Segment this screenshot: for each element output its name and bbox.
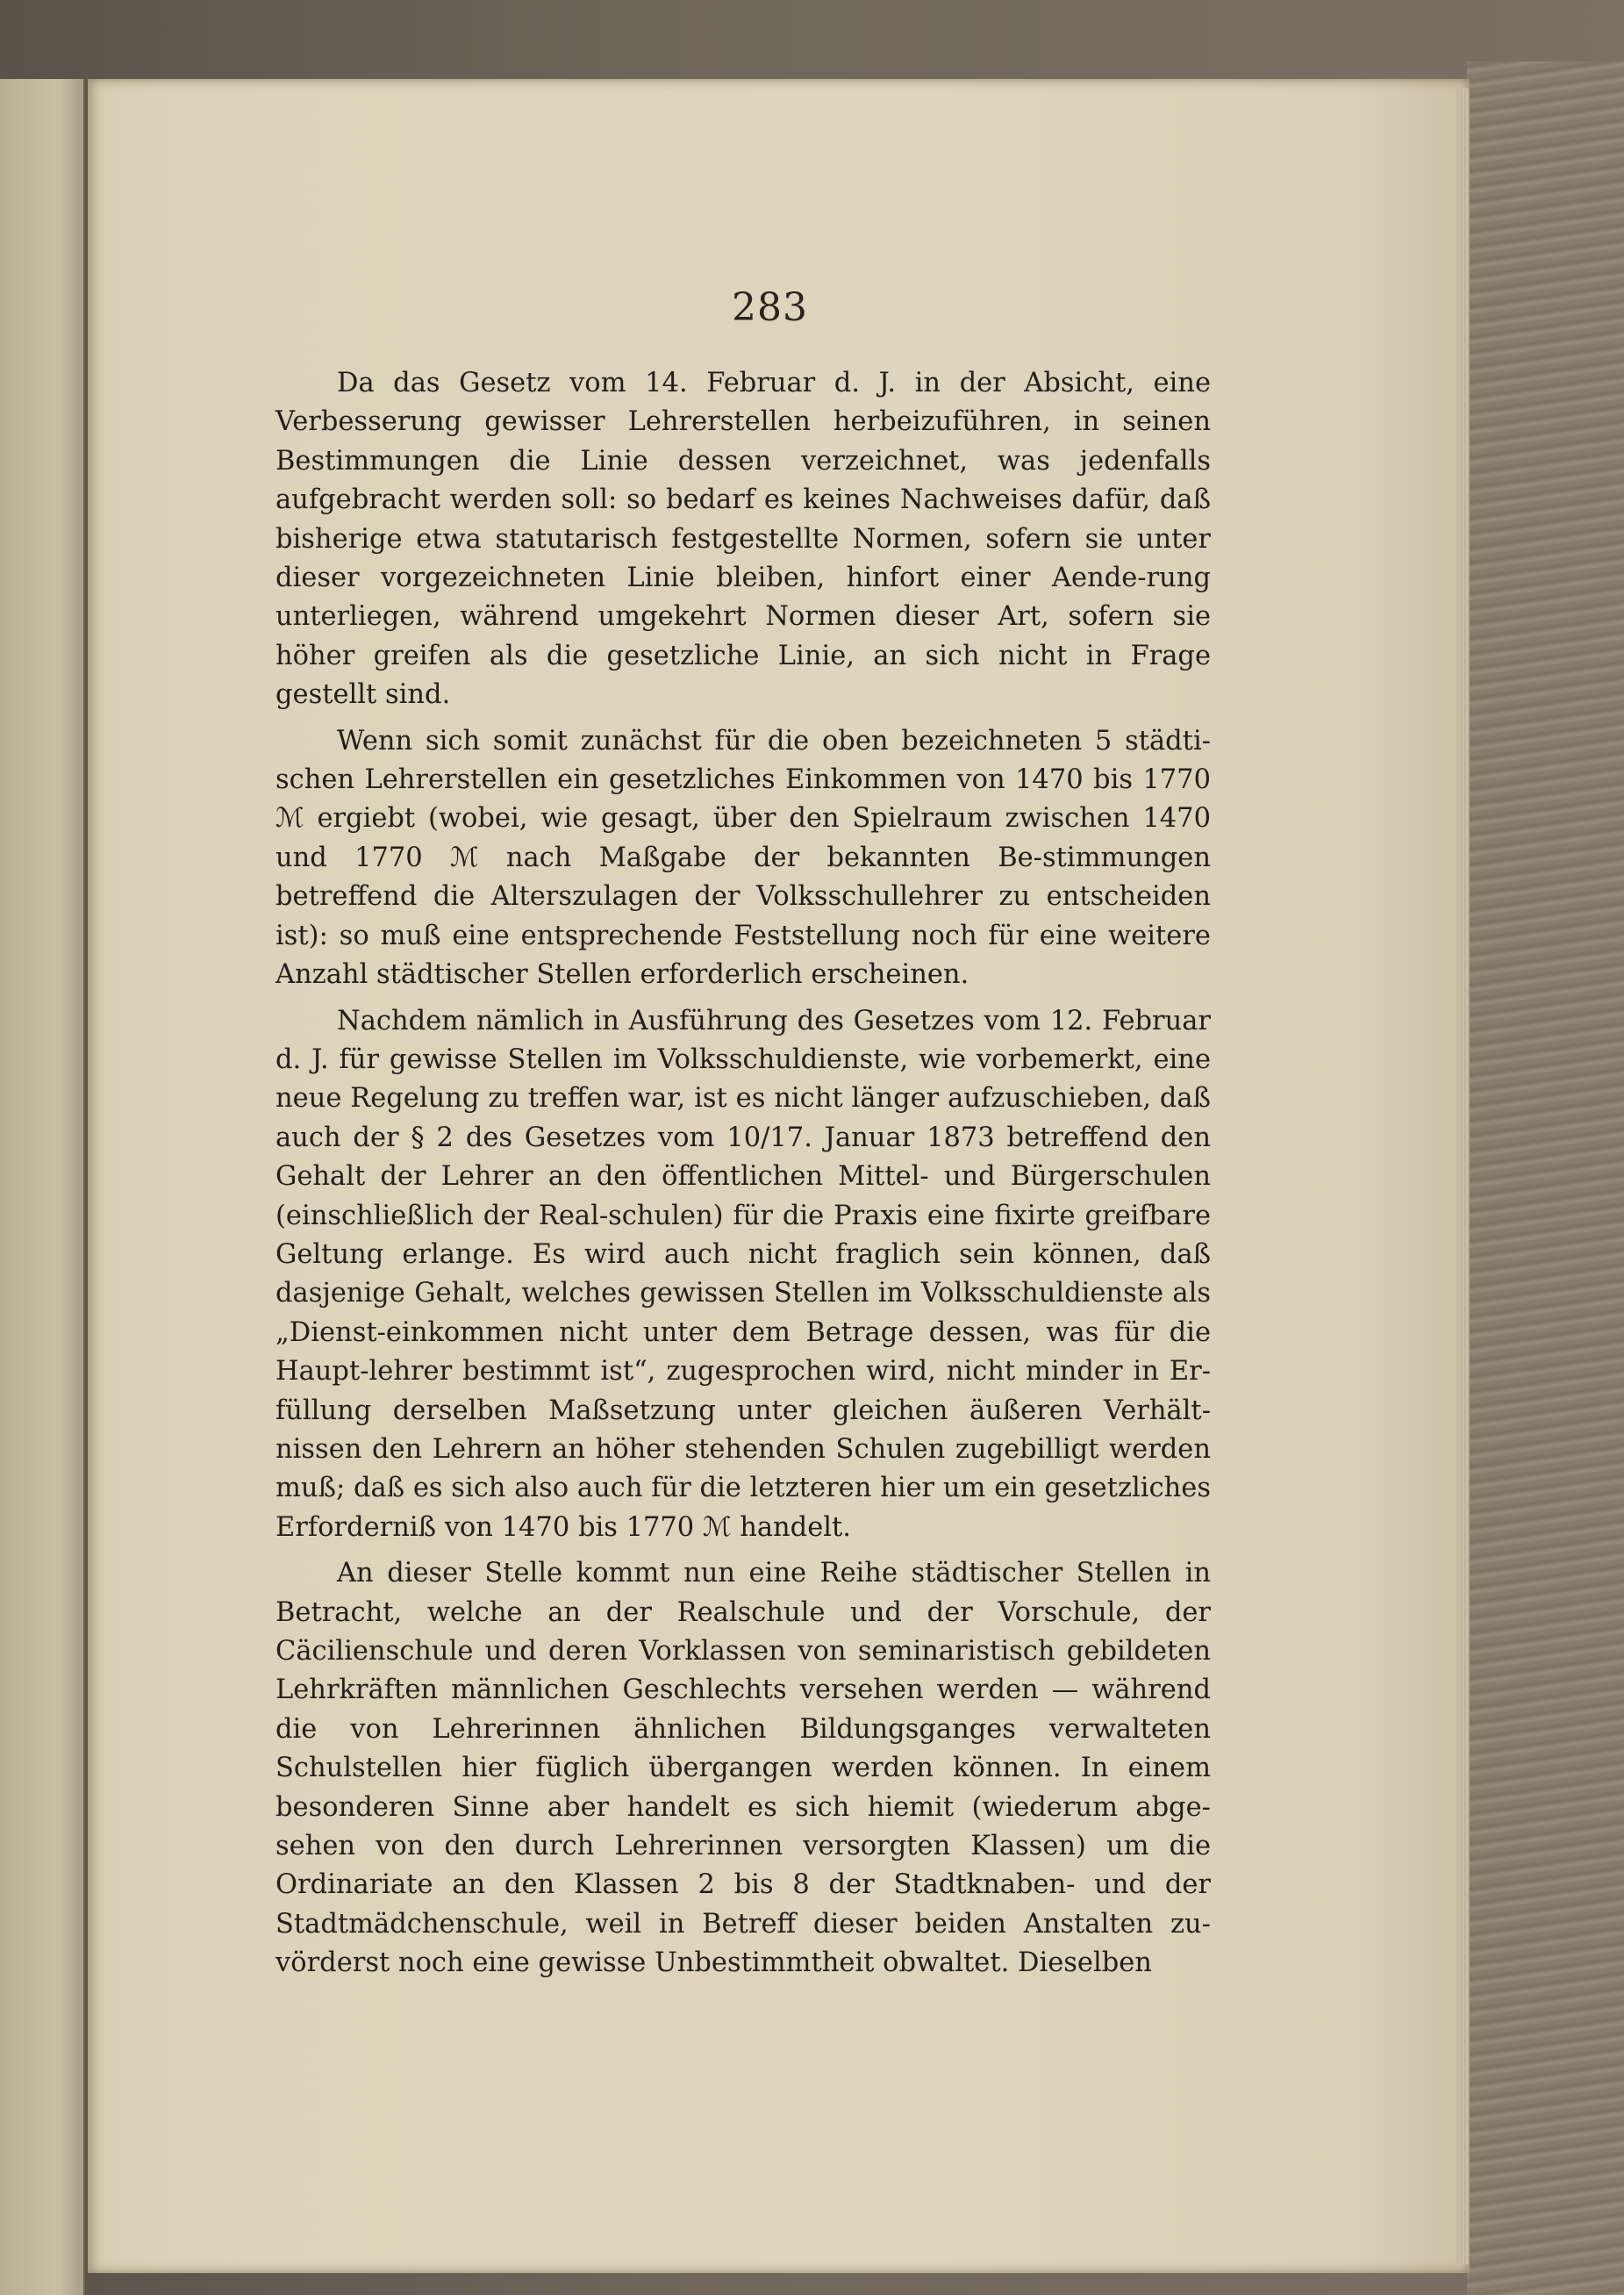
book-cover-edge	[1467, 61, 1624, 2295]
paragraph-3: Nachdem nämlich in Ausführung des Gesetzes vom 12. Februar d. J. für gewisse Stellen im Volksschuldienste, wie vorbemerkt, eine neue Regelung zu treffen war, ist es nicht länger aufzuschieben, daß auch der § 2 des Gesetzes vom 10/17. Januar 1873 betreffend den Gehalt der Lehrer an den öffentlichen Mittel- und Bürgerschulen (einschließlich der Real-schulen) für die Praxis eine fixirte greifbare Geltung erlange. Es wird auch nicht fraglich sein können, daß dasjenige Gehalt, welches gewissen Stellen im Volksschuldienste als „Dienst-einkommen nicht unter dem Betrage dessen, was für die Haupt-lehrer bestimmt ist“, zugesprochen wird, nicht minder in Er-füllung derselben Maßsetzung unter gleichen äußeren Verhält-nissen den Lehrern an höher stehenden Schulen zugebilligt werden muß; daß es sich also auch für die letzteren hier um ein gesetzliches Erforderniß von 1470 bis 1770 ℳ handelt.	[275, 1005, 1211, 1543]
body-text	[275, 364, 1211, 1990]
page-number: 283	[732, 285, 808, 330]
page-stack-edge	[1456, 88, 1469, 2264]
left-page-edge	[0, 79, 85, 2295]
paragraph-2: Wenn sich somit zunächst für die oben bezeichneten 5 städti-schen Lehrerstellen ein gesetzliches Einkommen von 1470 bis 1770 ℳ ergiebt (wobei, wie gesagt, über den Spielraum zwischen 1470 und 1770 ℳ nach Maßgabe der bekannten Be-stimmungen betreffend die Alterszulagen der Volksschullehrer zu entscheiden ist): so muß eine entsprechende Feststellung noch für eine weitere Anzahl städtischer Stellen erforderlich erscheinen.	[275, 725, 1211, 991]
paragraph-1: Da das Gesetz vom 14. Februar d. J. in der Absicht, eine Verbesserung gewisser Lehrerstellen herbeizuführen, in seinen Bestimmungen die Linie dessen verzeichnet, was jedenfalls aufgebracht werden soll: so bedarf es keines Nachweises dafür, daß bisherige etwa statutarisch festgestellte Normen, sofern sie unter dieser vorgezeichneten Linie bleiben, hinfort einer Aende-rung unterliegen, während umgekehrt Normen dieser Art, sofern sie höher greifen als die gesetzliche Linie, an sich nicht in Frage gestellt sind.	[275, 368, 1211, 711]
paragraph-4: An dieser Stelle kommt nun eine Reihe städtischer Stellen in Betracht, welche an der Realschule und der Vorschule, der Cäcilienschule und deren Vorklassen von seminaristisch gebildeten Lehrkräften männlichen Geschlechts versehen werden — während die von Lehrerinnen ähnlichen Bildungsganges verwalteten Schulstellen hier füglich übergangen werden können. In einem besonderen Sinne aber handelt es sich hiemit (wiederum abge-sehen von den durch Lehrerinnen versorgten Klassen) um die Ordinariate an den Klassen 2 bis 8 der Stadtknaben- und der Stadtmädchenschule, weil in Betreff dieser beiden Anstalten zu-vörderst noch eine gewisse Unbestimmtheit obwaltet. Dieselben	[275, 1558, 1211, 1979]
